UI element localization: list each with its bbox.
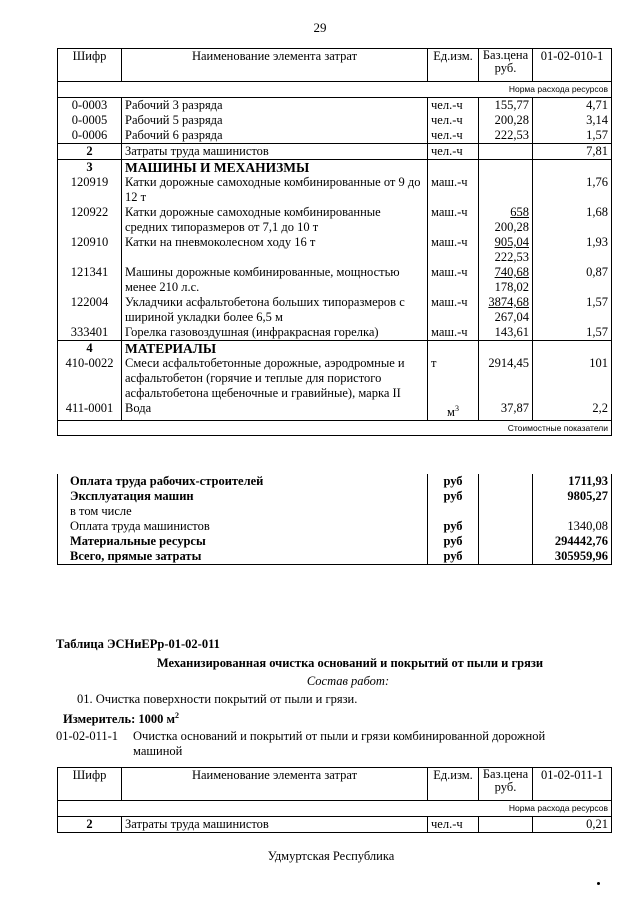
header-price: Баз.цена руб. bbox=[479, 768, 533, 801]
row-name: МАШИНЫ И МЕХАНИЗМЫ bbox=[122, 160, 428, 176]
row-norm bbox=[533, 160, 612, 176]
row-price: 2914,45 bbox=[479, 356, 533, 401]
table-row bbox=[58, 817, 612, 833]
table-row bbox=[58, 113, 612, 128]
price-current: 3874,68 bbox=[488, 295, 529, 309]
row-norm: 1,57 bbox=[533, 325, 612, 341]
composition-heading: Состав работ: bbox=[306, 674, 390, 688]
row-unit: маш.-ч bbox=[428, 175, 479, 205]
table-row bbox=[58, 235, 612, 265]
dot-mark bbox=[597, 882, 600, 885]
header-unit: Ед.изм. bbox=[428, 768, 479, 801]
row-unit: чел.-ч bbox=[428, 113, 479, 128]
row-code: 2 bbox=[58, 144, 122, 160]
row-unit: т bbox=[428, 356, 479, 401]
norm-caption-row bbox=[58, 801, 612, 817]
header-code: Шифр bbox=[58, 768, 122, 801]
norm-caption: Норма расхода ресурсов bbox=[58, 82, 612, 98]
row-name: Вода bbox=[122, 401, 428, 421]
row-price bbox=[479, 144, 533, 160]
row-code: 333401 bbox=[58, 325, 122, 341]
table-row bbox=[58, 175, 612, 205]
row-norm: 7,81 bbox=[533, 144, 612, 160]
totals-value: 305959,96 bbox=[533, 549, 612, 565]
totals-empty bbox=[479, 519, 533, 534]
totals-unit: руб bbox=[428, 489, 479, 504]
row-code: 0-0006 bbox=[58, 128, 122, 144]
row-price bbox=[479, 160, 533, 176]
row-price bbox=[479, 205, 533, 235]
unit-text: м bbox=[447, 405, 455, 420]
table-row bbox=[58, 128, 612, 144]
row-norm: 101 bbox=[533, 356, 612, 401]
row-code: 0-0005 bbox=[58, 113, 122, 128]
row-code: 4 bbox=[58, 341, 122, 357]
row-price: 155,77 bbox=[479, 98, 533, 114]
header-code: Шифр bbox=[58, 49, 122, 82]
row-name: Рабочий 6 разряда bbox=[122, 128, 428, 144]
row-code: 122004 bbox=[58, 295, 122, 325]
totals-value: 1340,08 bbox=[533, 519, 612, 534]
row-unit: чел.-ч bbox=[428, 817, 479, 833]
row-name: Катки дорожные самоходные комбинированные средних типоразмеров от 7,1 до 10 т bbox=[122, 205, 428, 235]
row-name: Рабочий 5 разряда bbox=[122, 113, 428, 128]
row-norm: 1,93 bbox=[533, 235, 612, 265]
row-price: 143,61 bbox=[479, 325, 533, 341]
row-norm: 2,2 bbox=[533, 401, 612, 421]
row-unit: маш.-ч bbox=[428, 265, 479, 295]
totals-value: 9805,27 bbox=[533, 489, 612, 504]
norm-caption-row bbox=[58, 82, 612, 98]
row-price bbox=[479, 235, 533, 265]
row-code: 120910 bbox=[58, 235, 122, 265]
table-row bbox=[58, 265, 612, 295]
row-price: 222,53 bbox=[479, 128, 533, 144]
row-price bbox=[479, 265, 533, 295]
resource-table-1 bbox=[57, 48, 612, 436]
row-code: 0-0003 bbox=[58, 98, 122, 114]
table-row bbox=[58, 98, 612, 114]
row-code: 120922 bbox=[58, 205, 122, 235]
row-code: 121341 bbox=[58, 265, 122, 295]
header-price: Баз.цена руб. bbox=[479, 49, 533, 82]
price-current: 740,68 bbox=[494, 265, 529, 279]
row-name: МАТЕРИАЛЫ bbox=[122, 341, 428, 357]
totals-label: Оплата труда машинистов bbox=[58, 519, 428, 534]
row-code: 3 bbox=[58, 160, 122, 176]
table-row bbox=[58, 401, 612, 421]
totals-row bbox=[58, 519, 612, 534]
row-price bbox=[479, 175, 533, 205]
row-unit bbox=[428, 401, 479, 421]
totals-empty bbox=[479, 504, 533, 519]
table-row bbox=[58, 160, 612, 176]
row-norm: 4,71 bbox=[533, 98, 612, 114]
totals-value: 294442,76 bbox=[533, 534, 612, 549]
row-norm: 0,87 bbox=[533, 265, 612, 295]
row-norm: 3,14 bbox=[533, 113, 612, 128]
price-base: 222,53 bbox=[494, 250, 529, 264]
table-row bbox=[58, 341, 612, 357]
price-current: 658 bbox=[510, 205, 529, 219]
row-norm: 1,57 bbox=[533, 295, 612, 325]
totals-value: 1711,93 bbox=[533, 474, 612, 489]
cost-caption: Стоимостные показатели bbox=[58, 421, 612, 436]
cost-caption-row bbox=[58, 421, 612, 436]
row-unit: маш.-ч bbox=[428, 235, 479, 265]
table-subtitle: Механизированная очистка оснований и покрытий от пыли и грязи bbox=[156, 656, 544, 670]
page-number: 29 bbox=[313, 20, 327, 35]
row-code: 410-0022 bbox=[58, 356, 122, 401]
table-row bbox=[58, 325, 612, 341]
row-name: Затраты труда машинистов bbox=[122, 144, 428, 160]
row-name: Смеси асфальтобетонные дорожные, аэродромные и асфальтобетон (горячие и теплые для пористого асфальтобетона щебеночные и гравийные), марка II bbox=[122, 356, 428, 401]
header-norm-code: 01-02-011-1 bbox=[533, 768, 612, 801]
row-price: 200,28 bbox=[479, 113, 533, 128]
row-name: Катки на пневмоколесном ходу 16 т bbox=[122, 235, 428, 265]
row-unit bbox=[428, 160, 479, 176]
row-norm: 1,57 bbox=[533, 128, 612, 144]
row-price: 37,87 bbox=[479, 401, 533, 421]
totals-label: Оплата труда рабочих-строителей bbox=[58, 474, 428, 489]
work-code: 01-02-011-1 bbox=[56, 729, 119, 743]
totals-row bbox=[58, 489, 612, 504]
totals-label: Материальные ресурсы bbox=[58, 534, 428, 549]
totals-row bbox=[58, 504, 612, 519]
totals-unit: руб bbox=[428, 549, 479, 565]
totals-unit bbox=[428, 504, 479, 519]
unit-superscript: 3 bbox=[454, 404, 459, 413]
row-norm: 0,21 bbox=[533, 817, 612, 833]
price-base: 200,28 bbox=[494, 220, 529, 234]
row-unit: маш.-ч bbox=[428, 205, 479, 235]
totals-empty bbox=[479, 549, 533, 565]
row-unit: чел.-ч bbox=[428, 98, 479, 114]
table-header-row bbox=[58, 49, 612, 82]
row-code: 411-0001 bbox=[58, 401, 122, 421]
price-base: 267,04 bbox=[494, 310, 529, 324]
price-base: 178,02 bbox=[494, 280, 529, 294]
row-name: Горелка газовоздушная (инфракрасная горелка) bbox=[122, 325, 428, 341]
totals-empty bbox=[479, 534, 533, 549]
totals-label: Эксплуатация машин bbox=[58, 489, 428, 504]
work-description: Очистка оснований и покрытий от пыли и грязи комбинированной дорожной машиной bbox=[133, 729, 546, 758]
row-norm: 1,68 bbox=[533, 205, 612, 235]
row-unit: чел.-ч bbox=[428, 128, 479, 144]
row-norm bbox=[533, 341, 612, 357]
header-name: Наименование элемента затрат bbox=[122, 49, 428, 82]
table-row bbox=[58, 295, 612, 325]
totals-value bbox=[533, 504, 612, 519]
table-row bbox=[58, 205, 612, 235]
totals-table bbox=[57, 474, 612, 565]
row-unit bbox=[428, 341, 479, 357]
row-unit: маш.-ч bbox=[428, 295, 479, 325]
totals-unit: руб bbox=[428, 474, 479, 489]
norm-caption: Норма расхода ресурсов bbox=[58, 801, 612, 817]
table-row bbox=[58, 144, 612, 160]
totals-unit: руб bbox=[428, 534, 479, 549]
row-unit: маш.-ч bbox=[428, 325, 479, 341]
totals-row bbox=[58, 534, 612, 549]
row-name: Затраты труда машинистов bbox=[122, 817, 428, 833]
row-price bbox=[479, 817, 533, 833]
row-price bbox=[479, 341, 533, 357]
footer-region: Удмуртская Республика bbox=[267, 849, 395, 863]
row-code: 2 bbox=[58, 817, 122, 833]
totals-unit: руб bbox=[428, 519, 479, 534]
resource-table-2 bbox=[57, 767, 612, 833]
totals-label: в том числе bbox=[58, 504, 428, 519]
totals-label: Всего, прямые затраты bbox=[58, 549, 428, 565]
row-name: Катки дорожные самоходные комбинированные от 9 до 12 т bbox=[122, 175, 428, 205]
row-name: Рабочий 3 разряда bbox=[122, 98, 428, 114]
totals-empty bbox=[479, 489, 533, 504]
row-name: Укладчики асфальтобетона больших типоразмеров с шириной укладки более 6,5 м bbox=[122, 295, 428, 325]
table-title: Таблица ЭСНиЕРр-01-02-011 bbox=[56, 637, 220, 651]
header-norm-code: 01-02-010-1 bbox=[533, 49, 612, 82]
row-norm: 1,76 bbox=[533, 175, 612, 205]
header-name: Наименование элемента затрат bbox=[122, 768, 428, 801]
totals-row bbox=[58, 549, 612, 565]
row-price bbox=[479, 295, 533, 325]
totals-row bbox=[58, 474, 612, 489]
work-step: 01. Очистка поверхности покрытий от пыли и грязи. bbox=[77, 692, 358, 706]
meter-label: Измеритель: 1000 $м^2$ bbox=[63, 711, 180, 727]
header-unit: Ед.изм. bbox=[428, 49, 479, 82]
row-code: 120919 bbox=[58, 175, 122, 205]
table-header-row bbox=[58, 768, 612, 801]
totals-empty bbox=[479, 474, 533, 489]
table-row bbox=[58, 356, 612, 401]
row-unit: чел.-ч bbox=[428, 144, 479, 160]
price-current: 905,04 bbox=[494, 235, 529, 249]
row-name: Машины дорожные комбинированные, мощностью менее 210 л.с. bbox=[122, 265, 428, 295]
